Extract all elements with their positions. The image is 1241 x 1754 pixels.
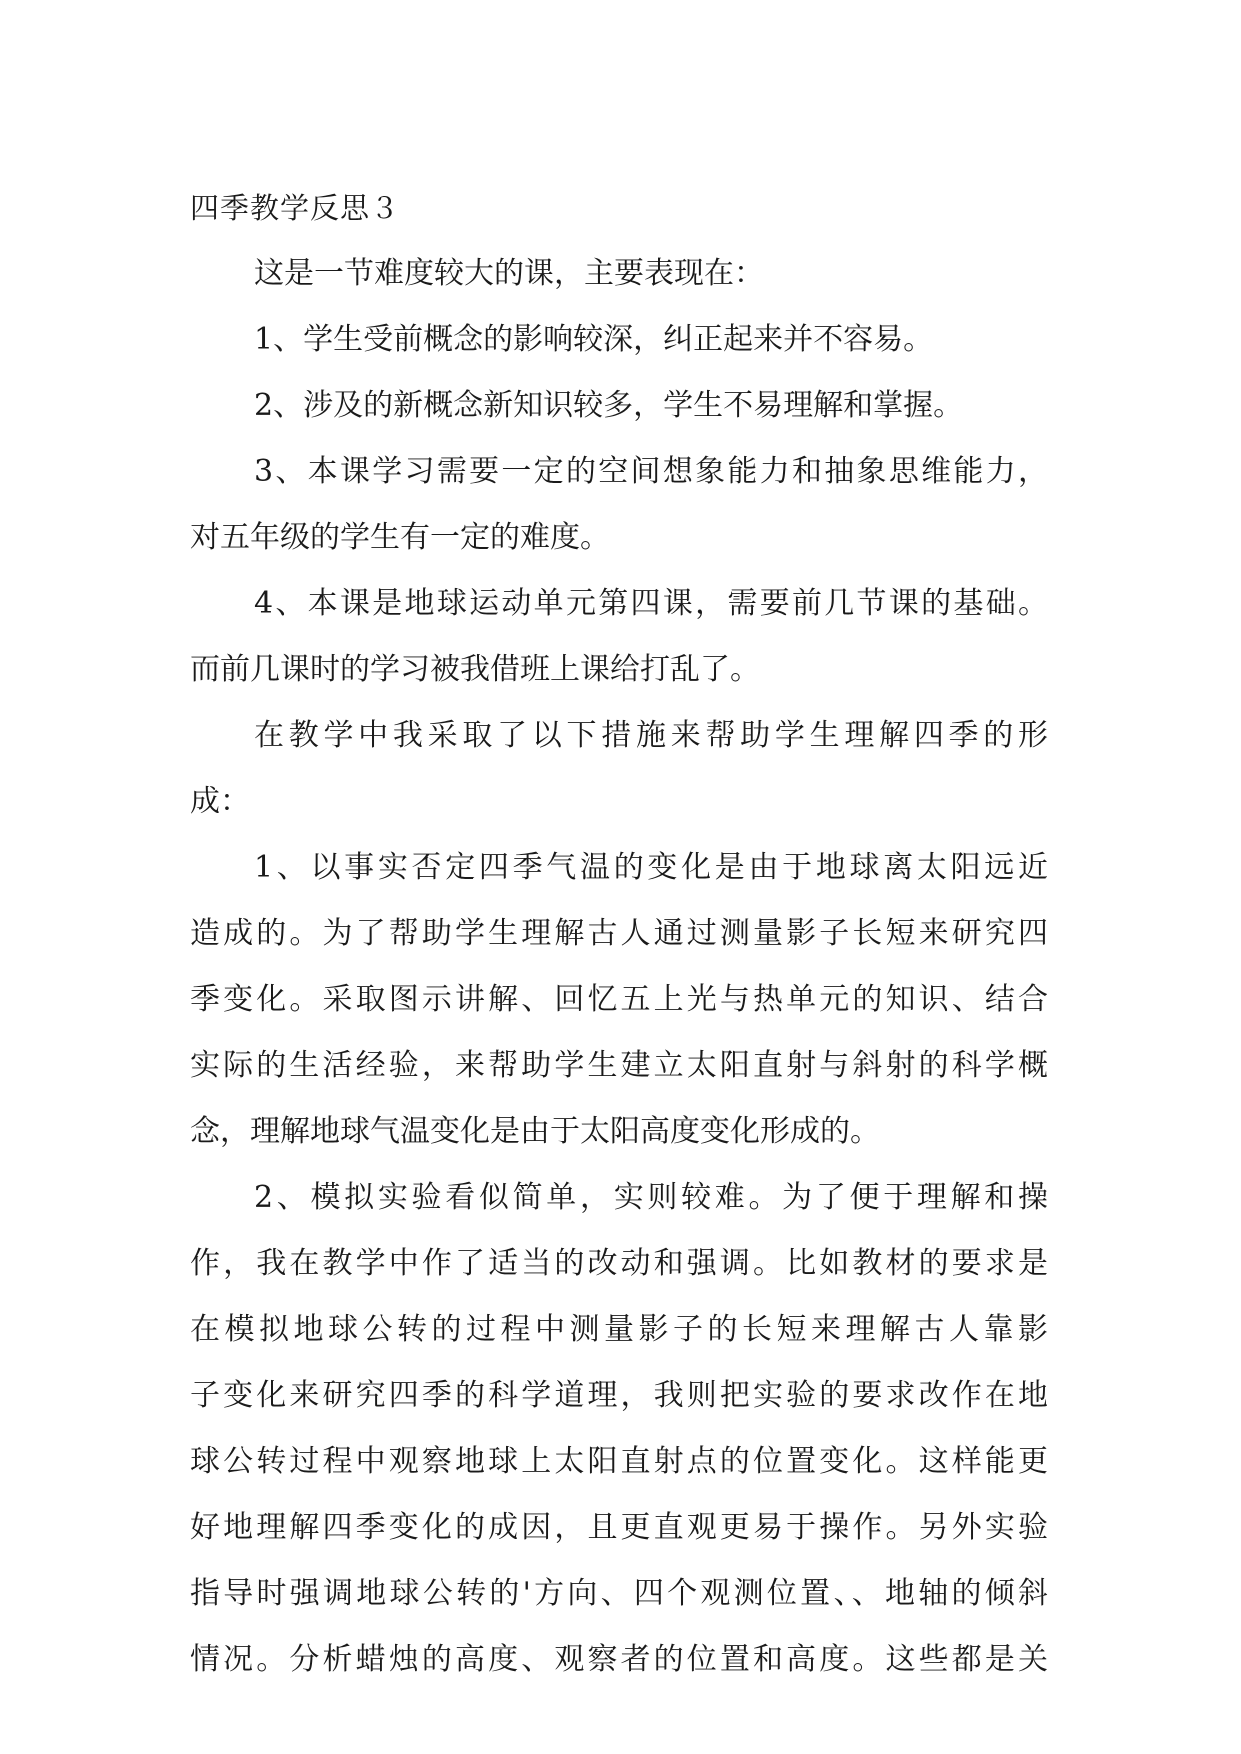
text-line: 2、涉及的新概念新知识较多，学生不易理解和掌握。 xyxy=(254,388,964,423)
text-line: 季变化。采取图示讲解、回忆五上光与热单元的知识、结合 xyxy=(190,982,1048,1017)
text-line: 造成的。为了帮助学生理解古人通过测量影子长短来研究四 xyxy=(190,916,1048,951)
text-line: 而前几课时的学习被我借班上课给打乱了。 xyxy=(190,652,760,687)
text-line: 念，理解地球气温变化是由于太阳高度变化形成的。 xyxy=(190,1114,880,1149)
text-line: 作，我在教学中作了适当的改动和强调。比如教材的要求是 xyxy=(190,1246,1048,1281)
text-line: 这是一节难度较大的课，主要表现在： xyxy=(254,256,764,291)
text-line: 1、学生受前概念的影响较深，纠正起来并不容易。 xyxy=(254,322,934,357)
text-line: 实际的生活经验，来帮助学生建立太阳直射与斜射的科学概 xyxy=(190,1048,1048,1083)
text-line: 球公转过程中观察地球上太阳直射点的位置变化。这样能更 xyxy=(190,1444,1048,1479)
text-line: 在模拟地球公转的过程中测量影子的长短来理解古人靠影 xyxy=(190,1312,1048,1347)
text-line: 成： xyxy=(190,784,250,819)
text-line: 4、本课是地球运动单元第四课，需要前几节课的基础。 xyxy=(254,586,1048,621)
text-line: 指导时强调地球公转的'方向、四个观测位置、、地轴的倾斜 xyxy=(190,1576,1048,1611)
text-line: 对五年级的学生有一定的难度。 xyxy=(190,520,610,555)
document-title: 四季教学反思３ xyxy=(190,191,401,225)
text-line: 好地理解四季变化的成因，且更直观更易于操作。另外实验 xyxy=(190,1510,1048,1545)
text-line: 3、本课学习需要一定的空间想象能力和抽象思维能力， xyxy=(254,454,1048,489)
text-line: 子变化来研究四季的科学道理，我则把实验的要求改作在地 xyxy=(190,1378,1048,1413)
text-line: 2、模拟实验看似简单，实则较难。为了便于理解和操 xyxy=(254,1180,1048,1215)
text-line: 1、以事实否定四季气温的变化是由于地球离太阳远近 xyxy=(254,850,1048,885)
text-line: 在教学中我采取了以下措施来帮助学生理解四季的形 xyxy=(254,718,1048,753)
text-line: 情况。分析蜡烛的高度、观察者的位置和高度。这些都是关 xyxy=(190,1642,1048,1677)
